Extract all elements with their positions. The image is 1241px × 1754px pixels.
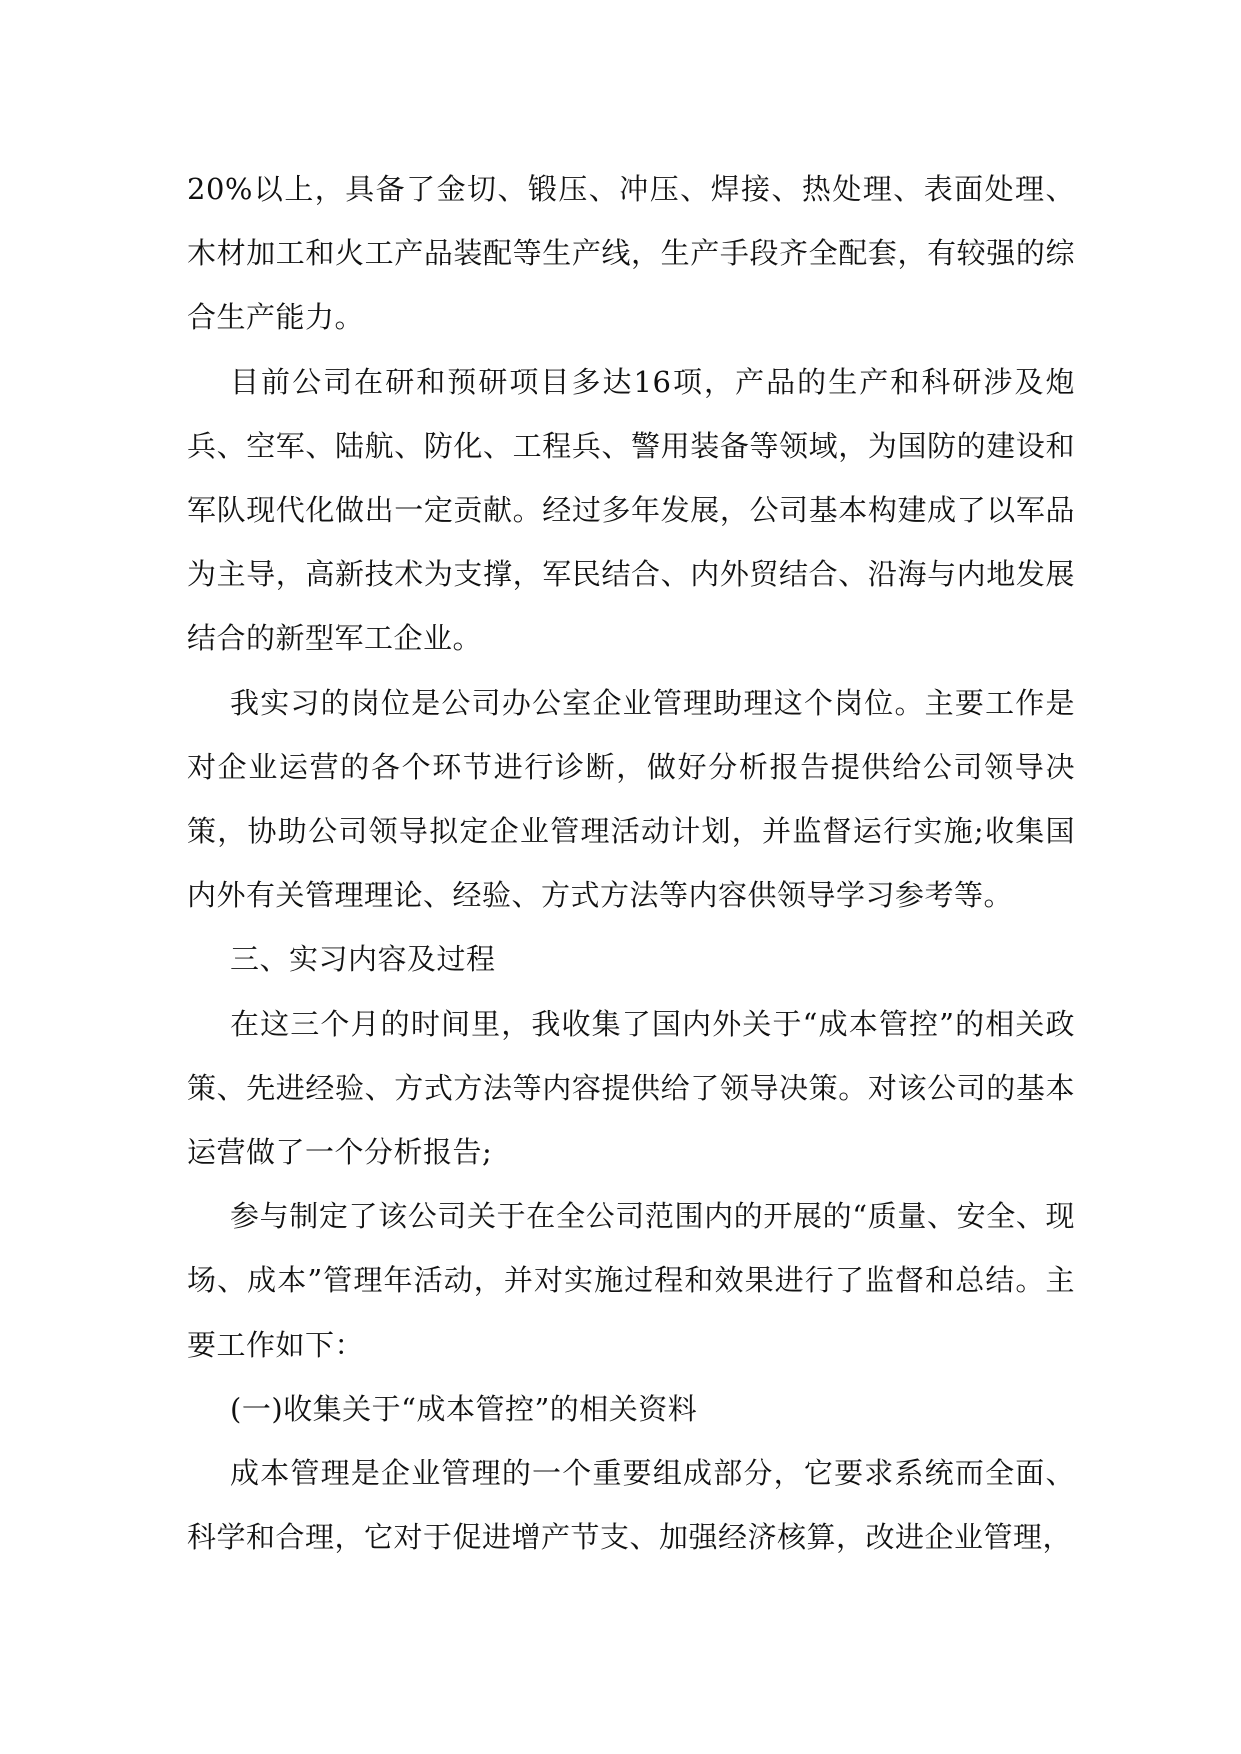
- paragraph-three-months: 在这三个月的时间里，我收集了国内外关于“成本管控”的相关政策、先进经验、方式方法等内容提供给了领导决策。对该公司的基本运营做了一个分析报告;: [187, 1006, 1075, 1170]
- body-text: [187, 157, 1075, 1569]
- paragraph-internship-position: 我实习的岗位是公司办公室企业管理助理这个岗位。主要工作是对企业运营的各个环节进行诊断，做好分析报告提供给公司领导决策，协助公司领导拟定企业管理活动计划，并监督运行实施;收集国内外有关管理理论、经验、方式方法等内容供领导学习参考等。: [187, 685, 1075, 913]
- paragraph-production-lines: 20%以上，具备了金切、锻压、冲压、焊接、热处理、表面处理、木材加工和火工产品装配等生产线，生产手段齐全配套，有较强的综合生产能力。: [187, 172, 1075, 335]
- section-heading-internship-content: 三、实习内容及过程: [230, 942, 496, 977]
- paragraph-management-year: 参与制定了该公司关于在全公司范围内的开展的“质量、安全、现场、成本”管理年活动，并对实施过程和效果进行了监督和总结。主要工作如下：: [187, 1199, 1075, 1362]
- paragraph-cost-management: 成本管理是企业管理的一个重要组成部分，它要求系统而全面、科学和合理，它对于促进增产节支、加强经济核算，改进企业管理，: [187, 1456, 1075, 1555]
- subheading-collect-materials: (一)收集关于“成本管控”的相关资料: [230, 1391, 698, 1426]
- paragraph-research-projects: 目前公司在研和预研项目多达16项，产品的生产和科研涉及炮兵、空军、陆航、防化、工程兵、警用装备等领域，为国防的建设和军队现代化做出一定贡献。经过多年发展，公司基本构建成了以军品为主导，高新技术为支撑，军民结合、内外贸结合、沿海与内地发展结合的新型军工企业。: [187, 364, 1075, 656]
